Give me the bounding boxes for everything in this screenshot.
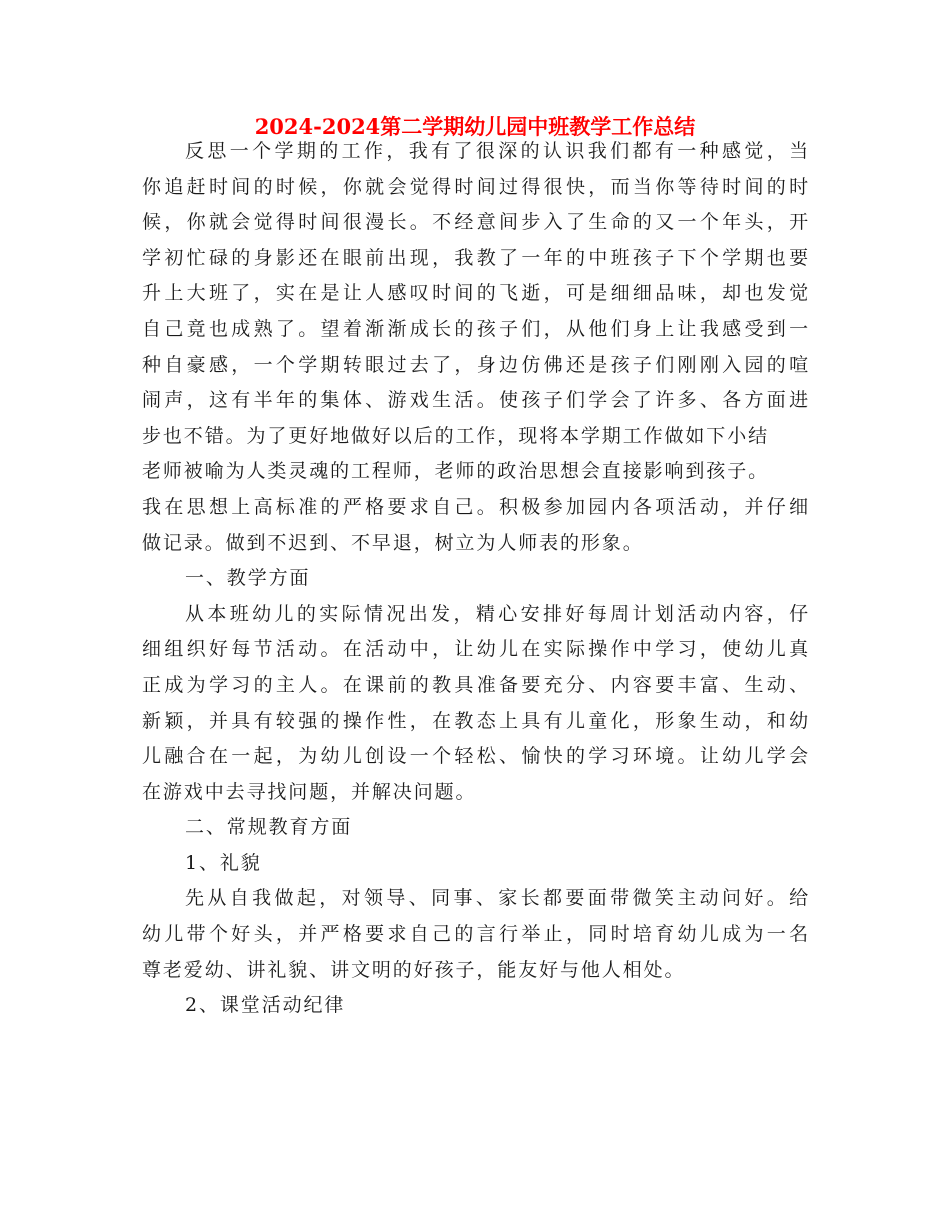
body-line: 你追赶时间的时候，你就会觉得时间过得很快，而当你等待时间的时 bbox=[142, 175, 810, 198]
document-body bbox=[142, 134, 810, 1024]
body-line: 新颖，并具有较强的操作性，在教态上具有儿童化，形象生动，和幼 bbox=[142, 709, 810, 732]
subsection-heading-discipline: 2、课堂活动纪律 bbox=[185, 994, 346, 1017]
body-line: 种自豪感，一个学期转眼过去了，身边仿佛还是孩子们刚刚入园的喧 bbox=[142, 353, 810, 376]
body-line: 学初忙碌的身影还在眼前出现，我教了一年的中班孩子下个学期也要 bbox=[142, 246, 810, 269]
section-heading-teaching: 一、教学方面 bbox=[185, 567, 311, 590]
body-line: 老师被喻为人类灵魂的工程师，老师的政治思想会直接影响到孩子。 bbox=[142, 460, 770, 483]
body-line: 从本班幼儿的实际情况出发，精心安排好每周计划活动内容，仔 bbox=[185, 602, 810, 625]
body-line: 细组织好每节活动。在活动中，让幼儿在实际操作中学习，使幼儿真 bbox=[142, 638, 810, 661]
body-line: 我在思想上高标准的严格要求自己。积极参加园内各项活动，并仔细 bbox=[142, 495, 810, 518]
body-line: 升上大班了，实在是让人感叹时间的飞逝，可是细细品味，却也发觉 bbox=[142, 282, 810, 305]
body-line: 做记录。做到不迟到、不早退，树立为人师表的形象。 bbox=[142, 531, 644, 554]
body-line: 候，你就会觉得时间很漫长。不经意间步入了生命的又一个年头，开 bbox=[142, 211, 810, 234]
body-line: 反思一个学期的工作，我有了很深的认识我们都有一种感觉，当 bbox=[185, 140, 810, 162]
body-line: 正成为学习的主人。在课前的教具准备要充分、内容要丰富、生动、 bbox=[142, 673, 810, 696]
body-line: 在游戏中去寻找问题，并解决问题。 bbox=[142, 780, 477, 803]
body-line: 幼儿带个好头，并严格要求自己的言行举止，同时培育幼儿成为一名 bbox=[142, 923, 810, 946]
body-line: 儿融合在一起，为幼儿创设一个轻松、愉快的学习环境。让幼儿学会 bbox=[142, 745, 810, 768]
body-line: 先从自我做起，对领导、同事、家长都要面带微笑主动问好。给 bbox=[185, 887, 810, 910]
section-heading-routine: 二、常规教育方面 bbox=[185, 816, 353, 839]
body-line: 闹声，这有半年的集体、游戏生活。使孩子们学会了许多、各方面进 bbox=[142, 389, 810, 412]
document-title: 2024-2024第二学期幼儿园中班教学工作总结 bbox=[254, 114, 696, 139]
subsection-heading-manners: 1、礼貌 bbox=[185, 851, 262, 874]
body-line: 自己竟也成熟了。望着渐渐成长的孩子们，从他们身上让我感受到一 bbox=[142, 317, 810, 340]
body-line: 步也不错。为了更好地做好以后的工作，现将本学期工作做如下小结 bbox=[142, 424, 770, 447]
body-line: 尊老爱幼、讲礼貌、讲文明的好孩子，能友好与他人相处。 bbox=[142, 958, 686, 981]
